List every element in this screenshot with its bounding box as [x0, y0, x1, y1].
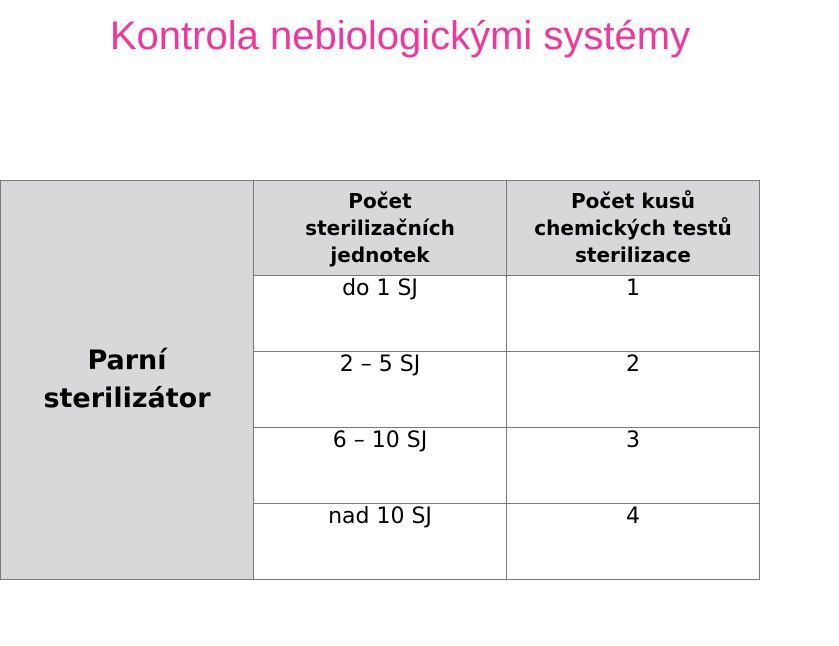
header-row — [1, 181, 760, 276]
sterilization-table — [0, 180, 760, 580]
tests-cell: 1 — [507, 276, 760, 352]
row-header-steam-sterilizer: Parní sterilizátor — [1, 181, 254, 580]
tests-cell: 3 — [507, 428, 760, 504]
units-cell: do 1 SJ — [254, 276, 507, 352]
slide-title: Kontrola nebiologickými systémy — [109, 14, 691, 58]
units-cell: 6 – 10 SJ — [254, 428, 507, 504]
units-cell: nad 10 SJ — [254, 504, 507, 580]
column-header-units: Počet sterilizačních jednotek — [254, 181, 507, 276]
tests-cell: 2 — [507, 352, 760, 428]
units-cell: 2 – 5 SJ — [254, 352, 507, 428]
tests-cell: 4 — [507, 504, 760, 580]
column-header-tests: Počet kusů chemických testů sterilizace — [507, 181, 760, 276]
